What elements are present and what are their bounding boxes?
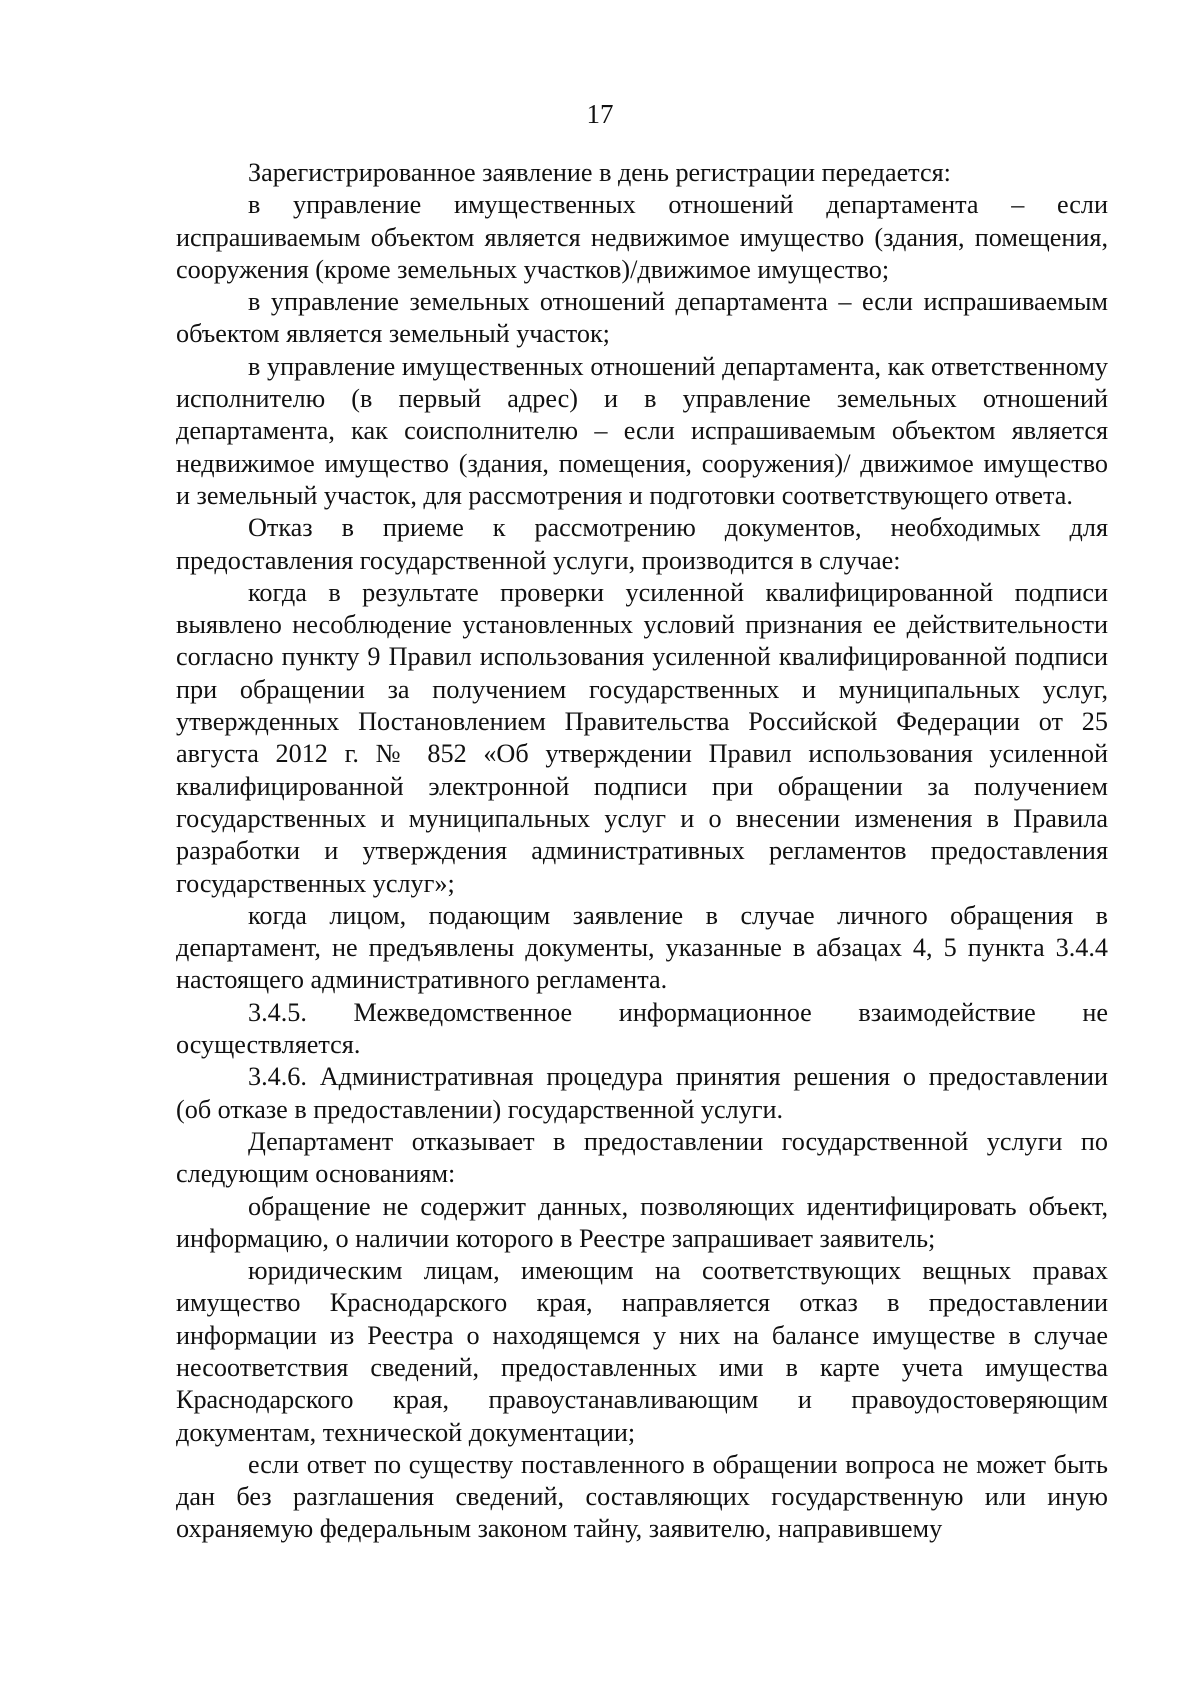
paragraph-signature-check: когда в результате проверки усиленной квалифицированной подписи выявлено несоблюдение установленных условий признания ее действительности согласно пункту 9 Правил использования усиленной квалифицированной подписи при обращении за получением государственных и муниципальных услуг, утвержденных Постановлением Правительства Российской Федерации от 25 августа 2012 г. № 852 «Об утверждении Правил использования усиленной квалифицированной электронной подписи при обращении за получением государственных и муниципальных услуг и о внесении изменения в Правила разработки и утверждения административных регламентов предоставления государственных услуг»; <box>176 577 1108 898</box>
paragraph-refusal-intro: Отказ в приеме к рассмотрению документов, необходимых для предоставления государственной услуги, производится в случае: <box>176 513 1108 575</box>
page-number: 17 <box>586 99 614 129</box>
paragraph-refusal-grounds: Департамент отказывает в предоставлении государственной услуги по следующим основаниям: <box>176 1126 1108 1189</box>
paragraph-state-secret: если ответ по существу поставленного в обращении вопроса не может быть дан без разглашения сведений, составляющих государственную или иную охраняемую федеральным законом тайну, заявителю, направившему <box>176 1449 1108 1544</box>
document-body <box>176 157 1108 1546</box>
paragraph-legal-entities: юридическим лицам, имеющим на соответствующих вещных правах имущество Краснодарского края, направляется отказ в предоставлении информации из Реестра о находящемся у них на балансе имуществе в случае несоответствия сведений, предоставленных ими в карте учета имущества Краснодарского края, правоустанавливающим и правоудостоверяющим документам, технической документации; <box>176 1256 1108 1447</box>
paragraph-land-department: в управление земельных отношений департамента – если испрашиваемым объектом является земельный участок; <box>176 287 1108 349</box>
paragraph-registration-transfer: Зарегистрированное заявление в день регистрации передается: <box>248 158 951 187</box>
paragraph-no-identification-data: обращение не содержит данных, позволяющих идентифицировать объект, информацию, о наличии которого в Реестре запрашивает заявитель; <box>176 1191 1108 1253</box>
paragraph-joint-handling: в управление имущественных отношений департамента, как ответственному исполнителю (в первый адрес) и в управление земельных отношений департамента, как соисполнителю – если испрашиваемым объектом является недвижимое имущество (здания, помещения, сооружения)/ движимое имущество и земельный участок, для рассмотрения и подготовки соответствующего ответа. <box>176 351 1108 510</box>
paragraph-documents-not-presented: когда лицом, подающим заявление в случае личного обращения в департамент, не предъявлены документы, указанные в абзацах 4, 5 пункта 3.4.4 настоящего административного регламента. <box>176 900 1108 995</box>
paragraph-section-3-4-5: 3.4.5. Межведомственное информационное взаимодействие не осуществляется. <box>176 997 1108 1060</box>
paragraph-section-3-4-6: 3.4.6. Административная процедура принятия решения о предоставлении (об отказе в предоставлении) государственной услуги. <box>176 1062 1108 1124</box>
paragraph-property-department: в управление имущественных отношений департамента – если испрашиваемым объектом является недвижимое имущество (здания, помещения, сооружения (кроме земельных участков)/движимое имущество; <box>176 190 1108 284</box>
